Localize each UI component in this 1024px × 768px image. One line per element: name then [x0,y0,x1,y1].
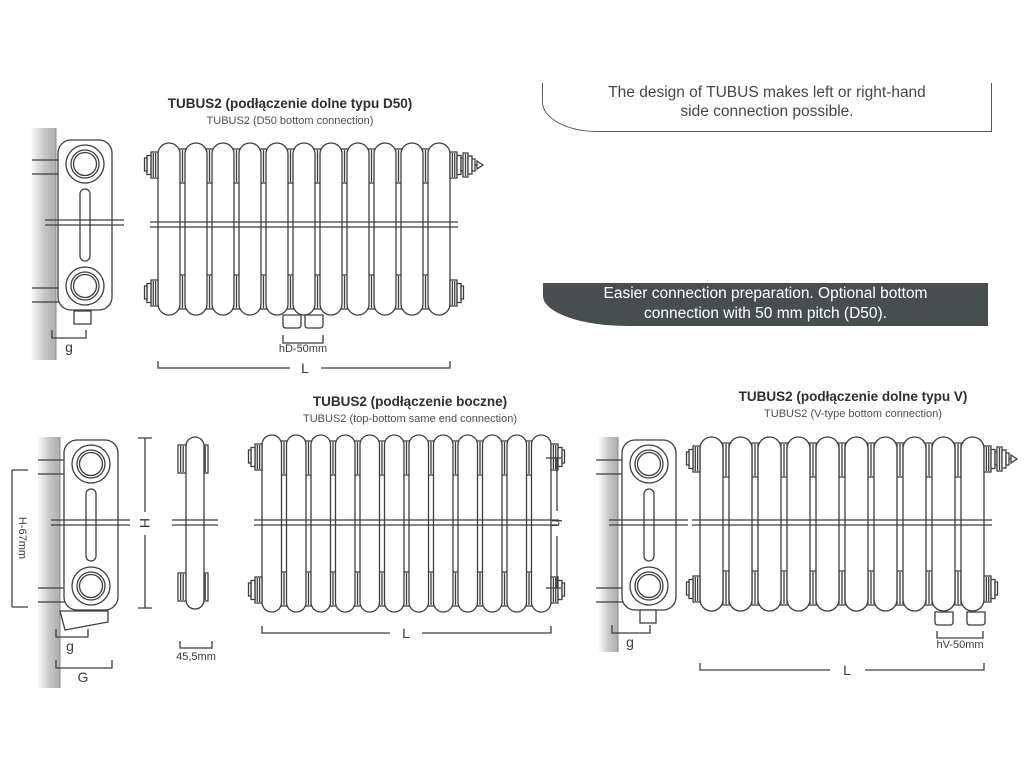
v-depth-label: g [626,634,634,650]
column-width-bracket [180,641,212,648]
boczne-depth-label: g [66,638,74,654]
banner-line-1: Easier connection preparation. Optional bottom [603,285,928,302]
boczne-title: TUBUS2 (podłączenie boczne) [312,394,508,409]
d50-subtitle: TUBUS2 (D50 bottom connection) [206,115,374,128]
boczne-column-width-label: 45,5mm [176,651,216,663]
d50-pitch-label: hD-50mm [278,343,328,355]
boczne-height-label: H [137,517,153,529]
info-line-2: side connection possible. [680,103,854,121]
v-wall [598,437,618,652]
boczne-front-view [249,435,565,641]
d50-wall [30,128,56,360]
boczne-length-label: L [402,625,410,641]
v-title: TUBUS2 (podłączenie dolne typu V) [738,389,968,404]
info-line-1: The design of TUBUS makes left or right-hand [608,84,926,101]
boczne-subtitle: TUBUS2 (top-bottom same end connection) [303,413,517,426]
v-length-label: L [843,662,851,678]
v-subtitle: TUBUS2 (V-type bottom connection) [764,408,942,421]
d50-depth-label: g [65,339,73,355]
banner-line-2: connection with 50 mm pitch (D50). [644,305,887,323]
boczne-inner-height-label: h [549,519,565,527]
v-pitch-label: hV-50mm [936,639,984,651]
thermostatic-valve-icon [997,447,1017,471]
single-column-view [172,437,218,609]
thermostatic-valve-icon [463,153,483,177]
d50-front-view [145,143,484,376]
d50-length-label: L [301,360,309,376]
d50-title: TUBUS2 (podłączenie dolne typu D50) [167,96,413,111]
v-front-view [687,437,1018,678]
boczne-total-depth-label: G [77,669,89,685]
boczne-wall-height-label: H-67mm [16,516,28,560]
